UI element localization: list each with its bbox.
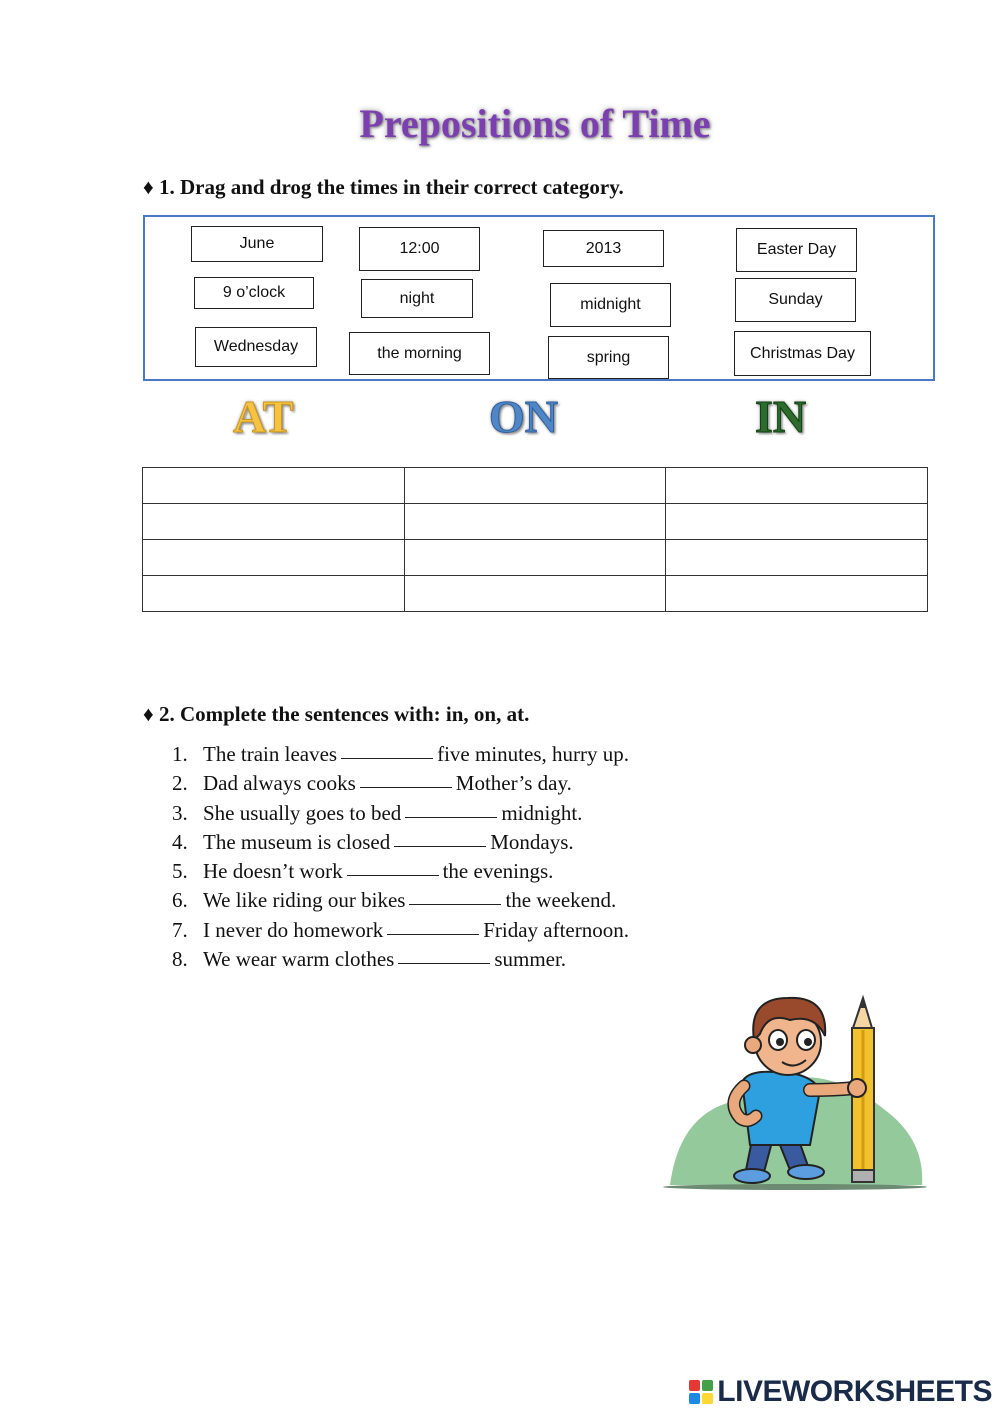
drag-chip-9-oclock[interactable]: 9 o’clock bbox=[194, 277, 314, 309]
sentence-text: Mother’s day. bbox=[455, 771, 572, 796]
sentence-text: He doesn’t work bbox=[203, 859, 343, 884]
sentence-text: Dad always cooks bbox=[203, 771, 356, 796]
answer-blank[interactable] bbox=[360, 769, 452, 788]
answer-blank[interactable] bbox=[347, 857, 439, 876]
instruction-1: ♦ 1. Drag and drog the times in their correct category. bbox=[143, 175, 624, 199]
drop-cell-at[interactable] bbox=[143, 468, 405, 504]
drop-cell-in[interactable] bbox=[666, 540, 928, 576]
sentence-text: five minutes, hurry up. bbox=[437, 742, 629, 766]
table-row bbox=[143, 468, 928, 504]
sentence-text: We wear warm clothes bbox=[203, 947, 395, 972]
category-in-label: IN bbox=[755, 391, 807, 442]
list-item bbox=[172, 799, 629, 828]
sentence-text: We like riding our bikes bbox=[203, 888, 406, 913]
drop-cell-on[interactable] bbox=[404, 468, 666, 504]
sentence-text: The train leaves bbox=[203, 742, 338, 766]
drop-table bbox=[142, 467, 928, 612]
sentence-number: 1. bbox=[172, 742, 188, 766]
drop-cell-in[interactable] bbox=[666, 504, 928, 540]
drag-chip-easter-day[interactable]: Easter Day bbox=[736, 228, 857, 272]
logo-text: LIVEWORKSHEETS bbox=[717, 1375, 992, 1408]
drag-chip-night[interactable]: night bbox=[361, 279, 473, 318]
drag-chip-2013[interactable]: 2013 bbox=[543, 230, 664, 267]
category-on-label: ON bbox=[489, 391, 558, 442]
sentence-number: 7. bbox=[172, 917, 188, 942]
drop-cell-at[interactable] bbox=[143, 540, 405, 576]
drop-cell-on[interactable] bbox=[404, 576, 666, 612]
sentence-text: Mondays. bbox=[490, 829, 574, 854]
sentence-number: 8. bbox=[172, 947, 188, 972]
sentence-number: 2. bbox=[172, 771, 188, 796]
list-item bbox=[172, 769, 629, 798]
drop-cell-in[interactable] bbox=[666, 576, 928, 612]
ground-shadow bbox=[663, 1184, 927, 1190]
sentence-text: Friday afternoon. bbox=[483, 917, 629, 942]
drag-chip-1200[interactable]: 12:00 bbox=[359, 227, 480, 271]
drop-cell-at[interactable] bbox=[143, 504, 405, 540]
instruction-2: ♦ 2. Complete the sentences with: in, on, at. bbox=[143, 702, 530, 726]
answer-blank[interactable] bbox=[387, 916, 479, 935]
drop-cell-on[interactable] bbox=[404, 540, 666, 576]
drag-chip-midnight[interactable]: midnight bbox=[550, 283, 671, 327]
sentence-text: summer. bbox=[494, 947, 567, 972]
sentence-number: 6. bbox=[172, 888, 188, 913]
boy-with-pencil-illustration bbox=[660, 990, 930, 1195]
drag-chip-spring[interactable]: spring bbox=[548, 336, 669, 379]
drag-chip-june[interactable]: June bbox=[191, 226, 323, 262]
drag-chip-sunday[interactable]: Sunday bbox=[735, 278, 856, 322]
logo-tile bbox=[702, 1393, 713, 1404]
logo-tiles-icon bbox=[689, 1380, 713, 1404]
sentence-text: midnight. bbox=[501, 800, 583, 825]
sentence-text: She usually goes to bed bbox=[203, 800, 402, 825]
drop-cell-in[interactable] bbox=[666, 468, 928, 504]
list-item bbox=[172, 857, 629, 886]
sentence-text: I never do homework bbox=[203, 917, 384, 942]
list-item bbox=[172, 886, 629, 915]
answer-blank[interactable] bbox=[341, 740, 433, 759]
sentence-number: 4. bbox=[172, 829, 188, 854]
sentence-text: the weekend. bbox=[505, 888, 617, 913]
drop-cell-on[interactable] bbox=[404, 504, 666, 540]
sentence-number: 3. bbox=[172, 800, 188, 825]
table-row bbox=[143, 576, 928, 612]
liveworksheets-logo bbox=[689, 1375, 992, 1409]
sentence-text: The museum is closed bbox=[203, 829, 391, 854]
table-row bbox=[143, 504, 928, 540]
logo-tile bbox=[689, 1393, 700, 1404]
table-row bbox=[143, 540, 928, 576]
sentence-text: the evenings. bbox=[442, 859, 554, 884]
drag-chip-christmas-day[interactable]: Christmas Day bbox=[734, 331, 871, 376]
list-item bbox=[172, 740, 629, 769]
sentence-number: 5. bbox=[172, 859, 188, 884]
list-item bbox=[172, 916, 629, 945]
answer-blank[interactable] bbox=[405, 799, 497, 818]
sentence-list bbox=[172, 740, 629, 974]
drag-chip-wednesday[interactable]: Wednesday bbox=[195, 327, 317, 367]
list-item bbox=[172, 828, 629, 857]
drag-chip-the-morning[interactable]: the morning bbox=[349, 332, 490, 375]
answer-blank[interactable] bbox=[398, 945, 490, 964]
answer-blank[interactable] bbox=[394, 828, 486, 847]
logo-tile bbox=[702, 1380, 713, 1391]
logo-tile bbox=[689, 1380, 700, 1391]
answer-blank[interactable] bbox=[409, 886, 501, 905]
page-title: Prepositions of Time bbox=[359, 101, 711, 146]
category-at-label: AT bbox=[233, 391, 294, 442]
list-item bbox=[172, 945, 629, 974]
drop-cell-at[interactable] bbox=[143, 576, 405, 612]
